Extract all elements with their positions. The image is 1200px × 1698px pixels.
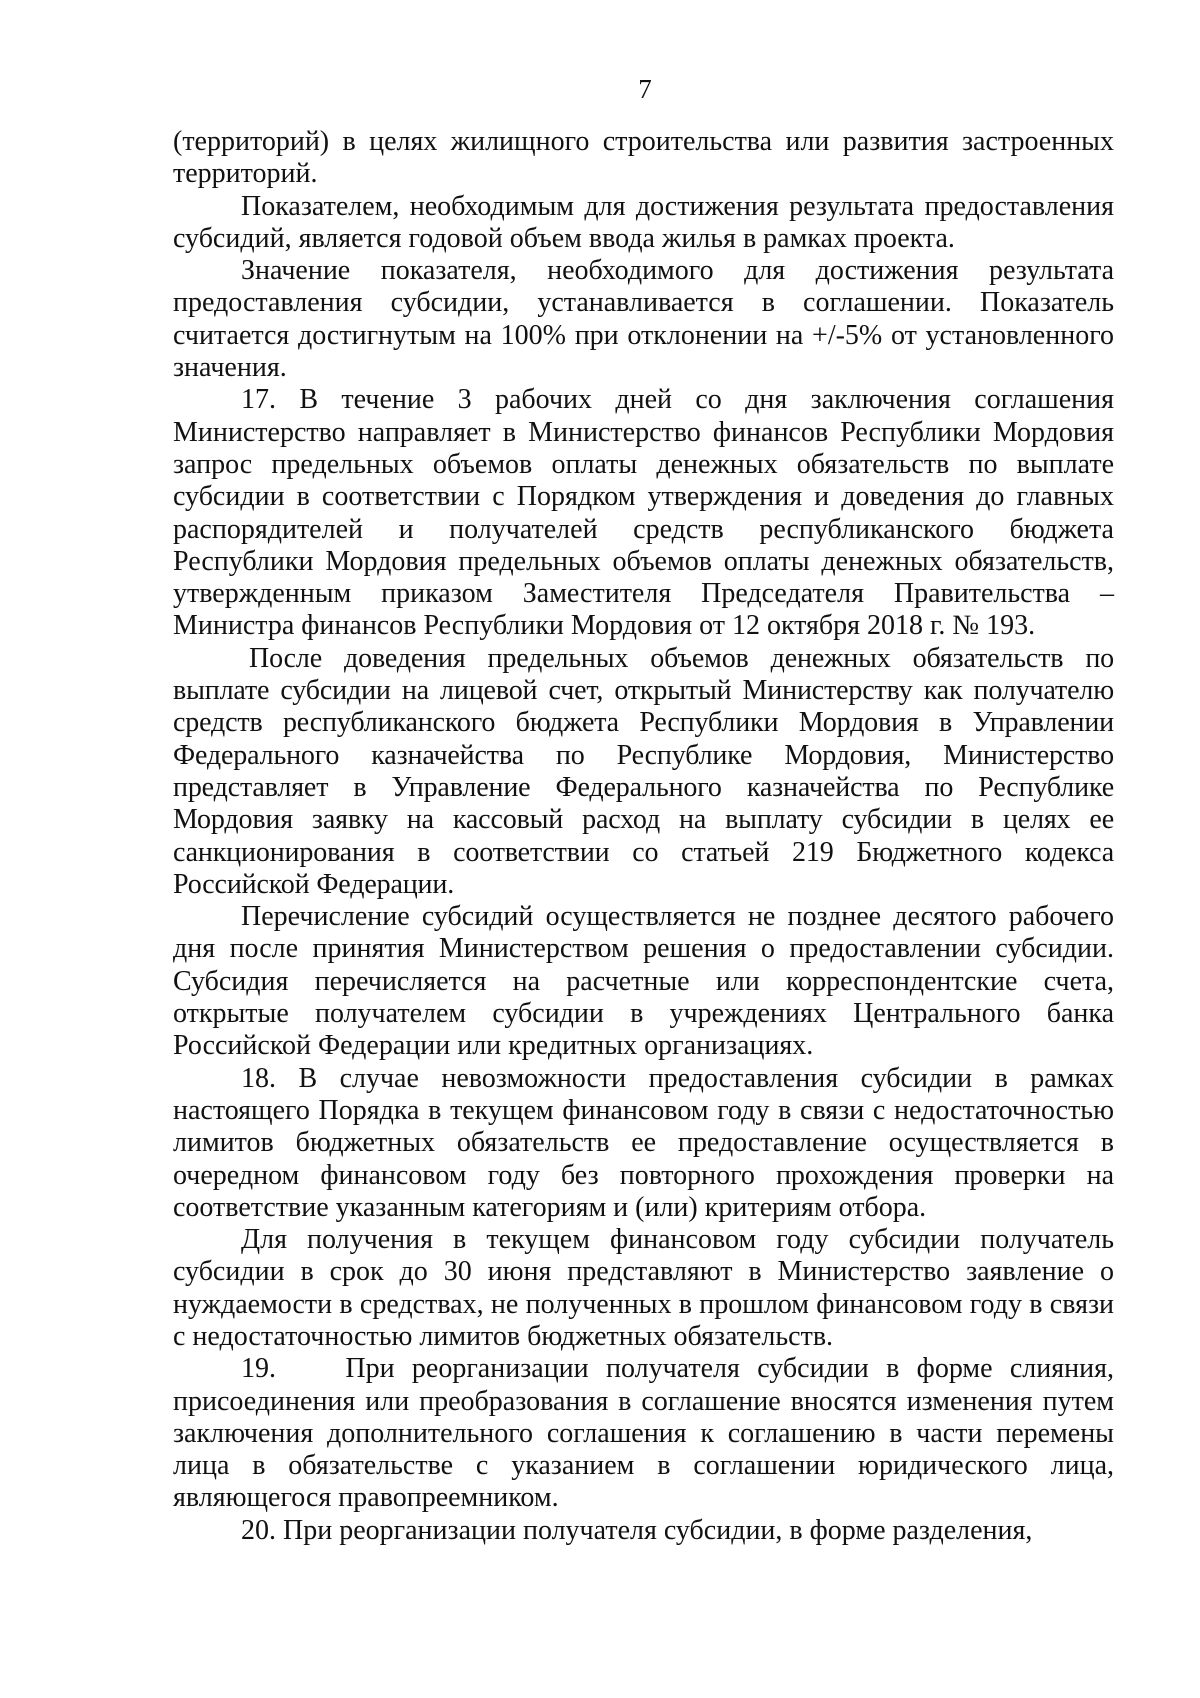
paragraph-indicator-definition: Показателем, необходимым для достижения результата предоставления субсидий, является годовой объем ввода жилья в рамках проекта. <box>173 190 1114 254</box>
paragraph-after-limits: После доведения предельных объемов денежных обязательств по выплате субсидии на лицевой счет, открытый Министерству как получателю средств республиканского бюджета Республики Мордовия в Управлении Федерального казначейства по Республике Мордовия, Министерство представляет в Управление Федерального казначейства по Республике Мордовия заявку на кассовый расход на выплату субсидии в целях ее санкционирования в соответствии со статьей 219 Бюджетного кодекса Российской Федерации. <box>173 642 1114 900</box>
document-body <box>173 126 1121 1547</box>
paragraph-item-17: 17. В течение 3 рабочих дней со дня заключения соглашения Министерство направляет в Министерство финансов Республики Мордовия запрос предельных объемов оплаты денежных обязательств по выплате субсидии в соответствии с Порядком утверждения и доведения до главных распорядителей и получателей средств республиканского бюджета Республики Мордовия предельных объемов оплаты денежных обязательств, утвержденным приказом Заместителя Председателя Правительства – Министра финансов Республики Мордовия от 12 октября 2018 г. № 193. <box>173 384 1114 642</box>
paragraph-item-18: 18. В случае невозможности предоставления субсидии в рамках настоящего Порядка в текущем финансовом году в связи с недостаточностью лимитов бюджетных обязательств ее предоставление осуществляется в очередном финансовом году без повторного прохождения проверки на соответствие указанным категориям и (или) критериям отбора. <box>173 1062 1114 1223</box>
page-number: 7 <box>638 74 652 104</box>
paragraph-subsidy-transfer: Перечисление субсидий осуществляется не позднее десятого рабочего дня после принятия Министерством решения о предоставлении субсидии. Субсидия перечисляется на расчетные или корреспондентские счета, открытые получателем субсидии в учреждениях Центрального банка Российской Федерации или кредитных организациях. <box>173 901 1114 1062</box>
paragraph-indicator-value: Значение показателя, необходимого для достижения результата предоставления субсидии, устанавливается в соглашении. Показатель считается достигнутым на 100% при отклонении на +/-5% от установленного значения. <box>173 255 1114 384</box>
paragraph-territories-continuation: (территорий) в целях жилищного строительства или развития застроенных территорий. <box>173 126 1114 190</box>
paragraph-current-year-application: Для получения в текущем финансовом году субсидии получатель субсидии в срок до 30 июня представляют в Министерство заявление о нуждаемости в средствах, не полученных в прошлом финансовом году в связи с недостаточностью лимитов бюджетных обязательств. <box>173 1224 1114 1352</box>
paragraph-item-19: 19. При реорганизации получателя субсидии в форме слияния, присоединения или преобразования в соглашение вносятся изменения путем заключения дополнительного соглашения к соглашению в части перемены лица в обязательстве с указанием в соглашении юридического лица, являющегося правопреемником. <box>173 1353 1121 1514</box>
paragraph-item-20: 20. При реорганизации получателя субсидии, в форме разделения, <box>241 1514 1033 1546</box>
